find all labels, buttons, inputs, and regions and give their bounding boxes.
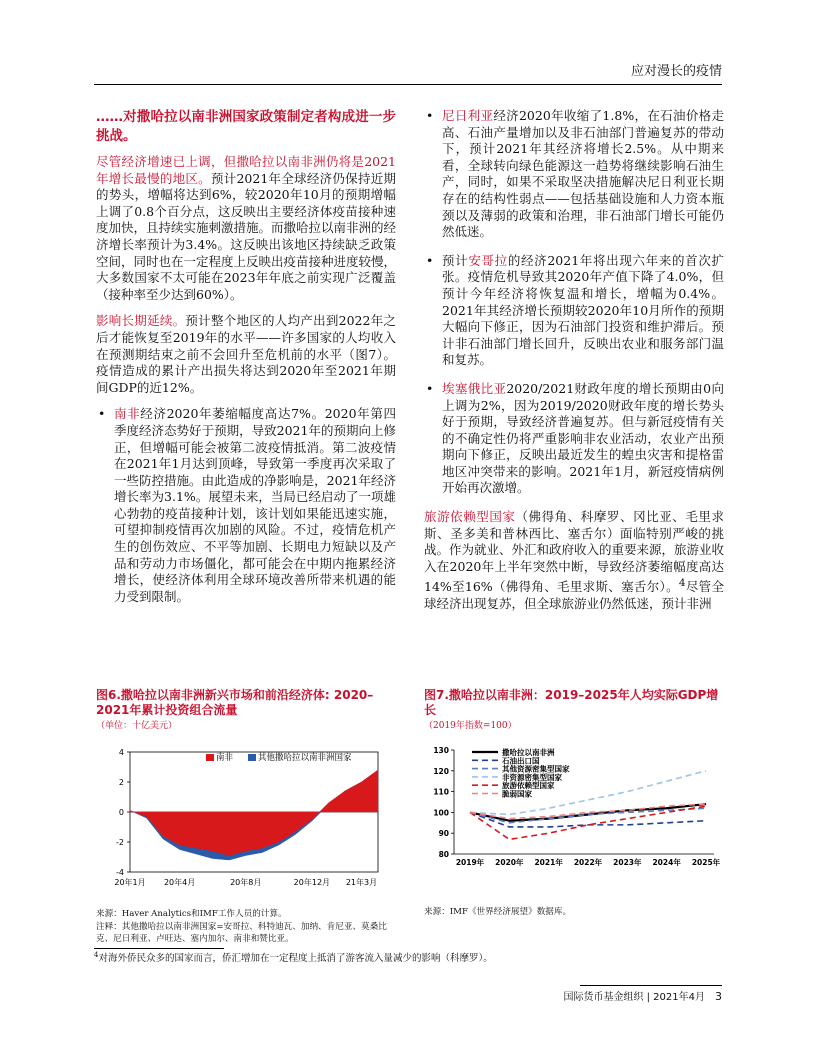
paragraph-longterm-body: 预计整个地区的人均产出到2022年之后才能恢复至2019年的水平——许多国家的人均收入在预测期结束之前不会回升至危机前的水平（图7）。疫情造成的累计产出损失将达到2020年至2021年期间GDP的近12%。: [96, 313, 396, 395]
fig7-ytick-label-0: 80: [438, 850, 449, 859]
bullet-angola-body: 的经济2021年将出现六年来的首次扩张。疫情危机导致其2020年产值下降了4.0%，但预计今年经济将恢复温和增长，增幅为0.4%。2021年其经济增长预期较2020年10月所作的预期大幅向下修正，因为石油部门投资和维护滞后。预计非石油部门增长回升，反映出农业和服务部门温和复苏。: [442, 252, 724, 368]
fig7-xtick-label-1: 2020年: [495, 858, 524, 867]
paragraph-tourism: [424, 509, 724, 613]
fig7-legend-label-3: 非资源密集型国家: [502, 772, 562, 782]
section-lead: ……对撒哈拉以南非洲国家政策制定者构成进一步挑战。: [96, 109, 396, 144]
fig6-chart: [96, 740, 396, 900]
fig7-chart: [424, 740, 724, 874]
fig7-xtick-label-4: 2023年: [613, 858, 642, 867]
fig7-legend-label-4: 旅游依赖型国家: [502, 781, 555, 791]
fig7-ytick-label-1: 90: [438, 829, 449, 839]
left-column: [96, 108, 396, 617]
fig6-xtick-label-2: 20年8月: [230, 878, 262, 887]
highlight-south-africa: 南非: [114, 406, 141, 422]
fig6-ytick-label-1: -2: [116, 838, 124, 847]
paragraph-tourism-tail: 尽管全球经济出现复苏，但全球旅游业仍然低迷，预计非洲: [424, 579, 724, 612]
fig7-legend-label-5: 脆弱国家: [502, 789, 532, 799]
fig6-xtick-label-0: 20年1月: [114, 878, 146, 887]
fig7-xtick-label-2: 2021年: [534, 858, 563, 867]
highlight-tourism: 旅游依赖型国家: [424, 509, 516, 525]
fig7-ytick-label-5: 130: [433, 746, 449, 755]
fig6-ytick-label-4: 4: [118, 748, 124, 757]
fig7-legend-label-0: 撒哈拉以南非洲: [502, 748, 555, 757]
fig6-unit: （单位：十亿美元）: [96, 721, 178, 731]
highlight-growth: 尽管经济增速已上调，但撒哈拉以南非洲仍将是2021年增长最慢的地区。: [96, 154, 396, 186]
highlight-ethiopia: 埃塞俄比亚: [442, 380, 507, 396]
fig7-ytick-label-4: 120: [433, 766, 449, 776]
fig7-xtick-label-5: 2024年: [652, 858, 681, 867]
page-footer: [563, 988, 722, 1003]
fig6-xtick-label-3: 20年12月: [293, 878, 331, 887]
bullet-angola: [424, 253, 724, 369]
fig6-xtick-label-1: 20年4月: [163, 878, 196, 887]
fig6-source: [96, 908, 396, 946]
bullet-south-africa-body: 经济2020年萎缩幅度高达7%。2020年第四季度经济态势好于预期，导致2021年的预期向上修正，但增幅可能会被第二波疫情抵消。第二波疫情在2021年1月达到顶峰，导致第一季度再次采取了一些防控措施。由此造成的净影响是，2021年经济增长率为3.1%。展望未来，当局已经启动了一项雄心勃勃的疫苗接种计划，该计划如果能迅速实施，可望抑制疫情再次加剧的风险。不过，疫情危机产生的创伤效应、不平等加剧、长期电力短缺以及产品和劳动力市场僵化，都可能会在中期内拖累经济增长，使经济体利用全球环境改善所带来机遇的能力受到限制。: [114, 406, 396, 604]
paragraph-longterm: [96, 313, 396, 396]
fig6-title: [96, 688, 396, 734]
paragraph-tourism-body: （佛得角、科摩罗、冈比亚、毛里求斯、圣多美和普林西比、塞舌尔）面临特别严峻的挑战。作为就业、外汇和政府收入的重要来源，旅游业收入在2020年上半年突然中断，导致经济萎缩幅度高达14%至16%（佛得角、毛里求斯、塞舌尔）。: [424, 509, 725, 595]
footnote-number: 4: [94, 950, 99, 959]
highlight-nigeria: 尼日利亚: [442, 108, 494, 123]
highlight-longterm: 影响长期延续。: [96, 313, 186, 329]
fig6-xtick-label-4: 21年3月: [345, 878, 378, 887]
bullet-nigeria-body: 经济2020年收缩了1.8%，在石油价格走高、石油产量增加以及非石油部门普遍复苏的带动下，预计2021年其经济将增长2.5%。从中期来看，全球转向绿色能源这一趋势将继续影响石油生产，同时，如果不采取坚决措施解决尼日利亚长期存在的结构性弱点——包括基础设施和人力资本瓶颈以及薄弱的政策和治理，非石油部门增长可能仍然低迷。: [442, 108, 724, 240]
fig6-legend-swatch-others: [248, 754, 256, 761]
right-column: [424, 108, 724, 623]
fig7-source: 来源：IMF《世界经济展望》数据库。: [424, 907, 572, 917]
footnote-text: 对海外侨民众多的国家而言，侨汇增加在一定程度上抵消了游客流入量减少的影响（科摩罗）。: [98, 953, 493, 964]
bullet-angola-pre: 预计: [442, 252, 469, 268]
header-rule: [94, 84, 722, 85]
fig7-title-text: 图7.撒哈拉以南非洲：2019–2025年人均实际GDP增长: [424, 688, 719, 717]
fig6-note: 注释：其他撒哈拉以南非洲国家=安哥拉、科特迪瓦、加纳、肯尼亚、莫桑比克、尼日利亚、卢旺达、塞内加尔、南非和赞比亚。: [96, 921, 387, 944]
fig6-area-south-africa: [130, 770, 378, 856]
fig6-ytick-label-3: 2: [118, 778, 124, 787]
fig6-legend-swatch-south-africa: [206, 754, 214, 761]
bullet-ethiopia: [424, 381, 724, 497]
footnote: [94, 950, 493, 964]
fig7-xtick-label-6: 2025年: [691, 858, 721, 867]
fig7-legend-label-1: 石油出口国: [502, 756, 540, 766]
bullet-ethiopia-body: 2020/2021财政年度的增长预期由0向上调为2%，因为2019/2020财政年度的增长势头好于预期，导致经济普遍复苏。但与新冠疫情有关的不确定性仍将严重影响非农业活动，农业产出预期向下修正，反映出最近发生的蝗虫灾害和提格雷地区冲突带来的影响。2021年1月，新冠疫情病例开始再次激增。: [442, 380, 724, 496]
fig7-title: [424, 688, 724, 734]
fig7-xtick-label-3: 2022年: [573, 858, 603, 867]
footer-org: 国际货币基金组织 | 2021年4月: [563, 992, 705, 1003]
footer-rule: [580, 985, 722, 986]
highlight-angola: 安哥拉: [468, 252, 508, 268]
fig6-title-text: 图6.撒哈拉以南非洲新兴市场和前沿经济体: 2020–2021年累计投资组合流量: [96, 688, 374, 717]
page-number: 3: [715, 990, 722, 1003]
paragraph-growth: [96, 154, 396, 303]
fig6-source-text: 来源：Haver Analytics和IMF工作人员的计算。: [96, 909, 287, 919]
footnote-ref[interactable]: 4: [678, 577, 686, 590]
bullet-south-africa: [96, 406, 396, 605]
fig7-ytick-label-2: 100: [433, 808, 449, 818]
fig7-xtick-label-0: 2019年: [455, 858, 485, 867]
fig7-legend-label-2: 其他资源密集型国家: [502, 764, 570, 774]
fig6-ytick-label-2: 0: [118, 808, 124, 817]
fig6-legend-others: 其他撒哈拉以南非洲国家: [258, 753, 352, 763]
fig7-svg: [424, 740, 724, 874]
fig6-ytick-label-0: -4: [116, 868, 124, 877]
fig6-legend-south-africa: 南非: [216, 753, 234, 763]
fig7-ytick-label-3: 110: [433, 787, 449, 797]
fig6-svg: [96, 740, 396, 900]
bullet-nigeria: [424, 108, 724, 241]
running-title: 应对漫长的疫情: [630, 64, 722, 79]
fig7-unit: （2019年指数=100）: [424, 721, 517, 731]
paragraph-growth-body: 预计2021年全球经济仍保持近期的势头，增幅将达到6%，较2020年10月的预期增幅上调了0.8个百分点，这反映出主要经济体疫苗接种速度加快，且持续实施刺激措施。而撒哈拉以南非洲的经济增长率预计为3.4%。这反映出该地区持续缺乏政策空间，同时也在一定程度上反映出疫苗接种进度较慢，大多数国家不太可能在2023年年底之前实现广泛覆盖（接种率至少达到60%）。: [96, 170, 397, 302]
footnote-rule: [94, 948, 224, 949]
